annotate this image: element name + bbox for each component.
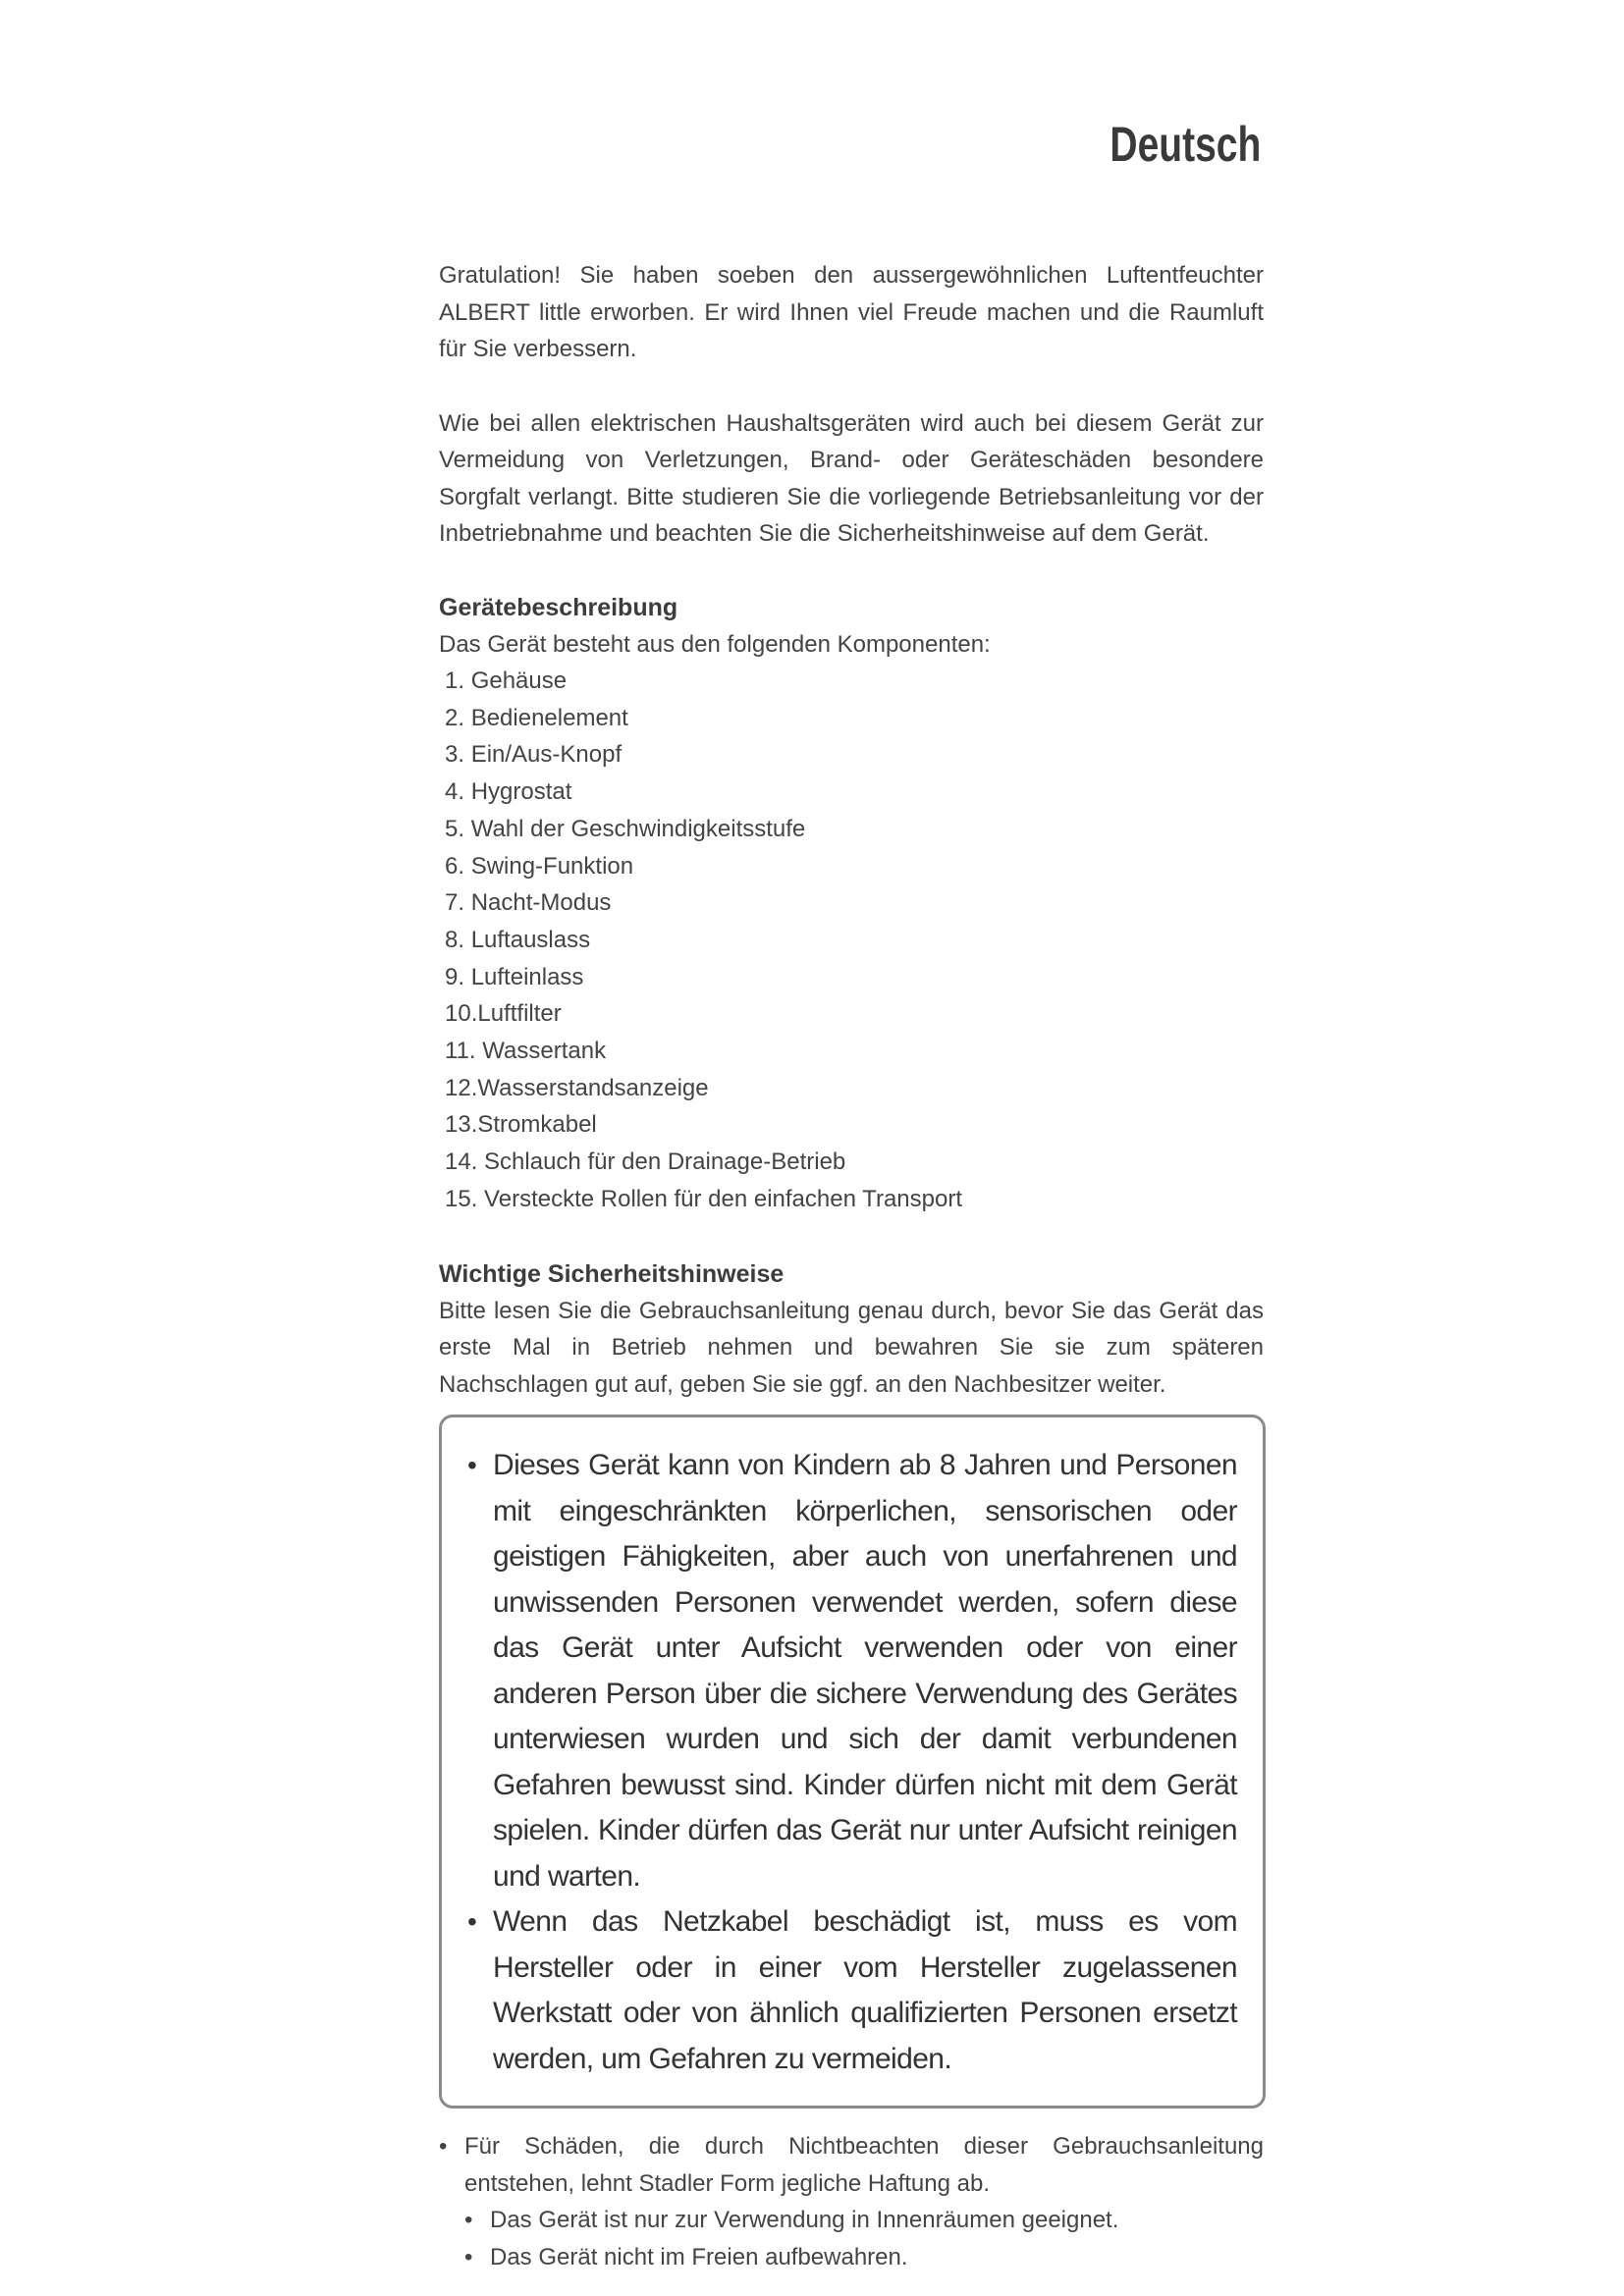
list-item: 12.Wasserstandsanzeige [445,1074,709,1101]
section-heading-safety: Wichtige Sicherheitshinweise [439,1259,785,1288]
bullet-icon: • [467,1906,477,1938]
safety-text: Das Gerät ist nur zur Verwendung in Innenräumen geeignet. [490,2207,1119,2234]
safety-warning-box [439,1415,1266,2109]
list-item [439,2128,1264,2202]
list-item: 4. Hygrostat [445,778,572,806]
safety-text: Für Schäden, die durch Nichtbeachten dieser Gebrauchsanleitung entstehen, lehnt Stadler Form jegliche Haftung ab. [464,2133,1264,2197]
bullet-icon: • [464,2243,473,2270]
list-item: 13.Stromkabel [445,1111,597,1139]
bullet-icon: • [439,2133,448,2161]
intro-paragraph-1: Gratulation! Sie haben soeben den aussergewöhnlichen Luftentfeuchter ALBERT little erworben. Er wird Ihnen viel Freude machen und die Raumluft für Sie verbessern. [439,262,1264,362]
list-item: 6. Swing-Funktion [445,852,634,880]
list-item: 3. Ein/Aus-Knopf [445,741,623,769]
list-item [439,2202,1264,2239]
list-item: 7. Nacht-Modus [445,889,612,917]
intro-paragraph-2: Wie bei allen elektrischen Haushaltsgeräten wird auch bei diesem Gerät zur Vermeidung von Verletzungen, Brand- oder Geräteschäden besondere Sorgfalt verlangt. Bitte studieren Sie die vorliegende Betriebsanleitung vor der Inbetriebnahme und beachten Sie die Sicherheitshinweise auf dem Gerät. [439,409,1264,547]
list-item: 15. Versteckte Rollen für den einfachen Transport [445,1185,962,1212]
list-item: 10.Luftfilter [445,1000,562,1028]
list-item: 11. Wassertank [445,1038,607,1065]
bullet-icon: • [464,2207,473,2234]
safety-list [439,2128,1264,2275]
list-item: 5. Wahl der Geschwindigkeitsstufe [445,815,806,842]
list-item: 8. Luftauslass [445,926,591,953]
warning-text: Dieses Gerät kann von Kindern ab 8 Jahren und Personen mit eingeschränkten körperlichen, sensorischen oder geistigen Fähigkeiten, aber auch von unerfahrenen und unwissenden Personen verwendet werden, sofern diese das Gerät unter Aufsicht verwenden oder von einer anderen Person über die sichere Verwendung des Gerätes unterwiesen wurden und sich der damit verbundenen Gefahren bewusst sind. Kinder dürfen nicht mit dem Gerät spielen. Kinder dürfen das Gerät nur unter Aufsicht reinigen und warten. [493,1449,1237,1893]
list-item: 1. Gehäuse [445,667,568,694]
list-item [467,1443,1237,1899]
list-item: 14. Schlauch für den Drainage-Betrieb [445,1148,846,1176]
safety-text: Das Gerät nicht im Freien aufbewahren. [490,2243,908,2270]
components-list [439,663,1264,1218]
list-item: 2. Bedienelement [445,704,628,731]
language-title: Deutsch [1110,117,1261,172]
components-intro: Das Gerät besteht aus den folgenden Komponenten: [439,630,991,658]
bullet-icon: • [467,1450,477,1481]
list-item: 9. Lufteinlass [445,963,584,990]
section-heading-description: Gerätebeschreibung [439,593,678,621]
safety-intro: Bitte lesen Sie die Gebrauchsanleitung genau durch, bevor Sie das Gerät das erste Mal in Betrieb nehmen und bewahren Sie sie zum späteren Nachschlagen gut auf, geben Sie sie ggf. an den Nachbesitzer weiter. [439,1297,1264,1398]
page-content [439,257,1264,2275]
list-item [467,1899,1237,2082]
list-item [439,2239,1264,2276]
warning-text: Wenn das Netzkabel beschädigt ist, muss es vom Hersteller oder in einer vom Hersteller zugelassenen Werkstatt oder von ähnlich qualifizierten Personen ersetzt werden, um Gefahren zu vermeiden. [493,1905,1237,2075]
